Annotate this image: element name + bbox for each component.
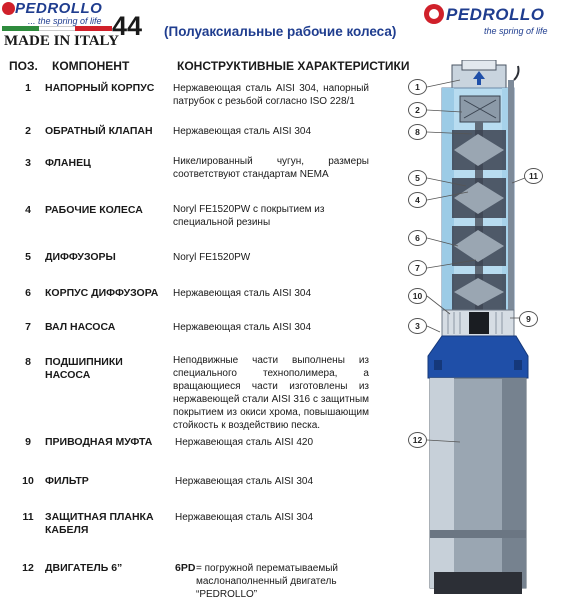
row-component: НАПОРНЫЙ КОРПУС — [45, 82, 155, 94]
left-logo-tagline: ... the spring of life — [28, 16, 102, 26]
row-spec: Нержавеющая сталь AISI 420 — [175, 437, 314, 448]
pedrollo-drop-icon — [2, 2, 15, 15]
col-head-component: КОМПОНЕНТ — [52, 59, 130, 73]
row-spec: Нержавеющая сталь AISI 304 — [175, 476, 314, 487]
row-spec: Нержавеющая сталь AISI 304 — [175, 512, 314, 523]
row-component: ОБРАТНЫЙ КЛАПАН — [45, 125, 153, 137]
callout-2: 2 — [408, 102, 427, 118]
callout-5: 5 — [408, 170, 427, 186]
row-spec-code: 6PD — [175, 562, 196, 574]
col-head-spec: КОНСТРУКТИВНЫЕ ХАРАКТЕРИСТИКИ — [177, 59, 410, 73]
row-number: 6 — [25, 287, 31, 299]
italy-flag-stripe — [2, 26, 112, 31]
series-number: 44 — [112, 11, 143, 41]
page-subtitle: (Полуаксиальные рабочие колеса) — [164, 24, 397, 39]
row-component: ПОДШИПНИКИ НАСОСА — [45, 356, 123, 381]
row-spec: Нержавеющая сталь AISI 304, напорный патрубок с резьбой согласно ISO 228/1 — [173, 83, 369, 107]
callout-12: 12 — [408, 432, 427, 448]
row-component: ЗАЩИТНАЯ ПЛАНКА КАБЕЛЯ — [45, 511, 154, 536]
row-number: 7 — [25, 321, 31, 333]
row-number: 5 — [25, 251, 31, 263]
callout-6: 6 — [408, 230, 427, 246]
row-component: ПРИВОДНАЯ МУФТА — [45, 436, 153, 448]
row-number: 3 — [25, 157, 31, 169]
col-head-position: ПОЗ. — [9, 59, 38, 73]
made-in-italy: MADE IN ITALY — [4, 33, 120, 49]
row-component: ДИФФУЗОРЫ — [45, 251, 116, 263]
row-spec: Noryl FE1520PW — [173, 252, 251, 263]
callout-10: 10 — [408, 288, 427, 304]
row-spec: Никелированный чугун, размеры соответствуют стандартам NEMA — [173, 156, 369, 180]
row-number: 11 — [22, 511, 34, 523]
right-logo-text: PEDROLLO — [446, 5, 545, 24]
right-logo — [424, 4, 556, 40]
drive-coupling — [469, 312, 489, 334]
row-spec: Нержавеющая сталь AISI 304 — [173, 288, 312, 299]
row-number: 2 — [25, 125, 31, 137]
row-component: КОРПУС ДИФФУЗОРА — [45, 287, 159, 299]
row-number: 1 — [25, 82, 31, 94]
right-logo-tagline: the spring of life — [484, 26, 548, 36]
row-number: 12 — [22, 562, 34, 574]
callout-1: 1 — [408, 79, 427, 95]
row-component: ФИЛЬТР — [45, 475, 89, 487]
row-spec: Неподвижные части выполнены из специального технополимера, а вращающиеся части изготовлены из нержавеющей стали AISI 316 с защитным покрытием из окиси хрома, повышающим стойкость к воздействию песка. — [173, 355, 369, 431]
callout-3: 3 — [408, 318, 427, 334]
row-spec: Noryl FE1520PW с покрытием из специальной резины — [173, 204, 325, 228]
callout-7: 7 — [408, 260, 427, 276]
callout-8: 8 — [408, 124, 427, 140]
row-component: ВАЛ НАСОСА — [45, 321, 116, 333]
callout-4: 4 — [408, 192, 427, 208]
motor-flange — [428, 336, 528, 378]
row-number: 9 — [25, 436, 31, 448]
motor-base — [434, 572, 522, 594]
row-spec: Нержавеющая сталь AISI 304 — [173, 322, 312, 333]
left-logo-text: PEDROLLO — [15, 0, 103, 17]
callout-11: 11 — [524, 168, 543, 184]
row-component: РАБОЧИЕ КОЛЕСА — [45, 204, 143, 216]
row-number: 8 — [25, 356, 31, 368]
row-spec: Нержавеющая сталь AISI 304 — [173, 126, 312, 137]
row-spec: = погружной перематываемый маслонаполненный двигатель “PEDROLLO” — [196, 563, 338, 600]
pump-cutaway-diagram — [380, 60, 561, 600]
row-component: ФЛАНЕЦ — [45, 157, 91, 169]
row-number: 10 — [22, 475, 34, 487]
callout-9: 9 — [519, 311, 538, 327]
row-number: 4 — [25, 204, 31, 216]
row-component: ДВИГАТЕЛЬ 6” — [45, 562, 123, 574]
